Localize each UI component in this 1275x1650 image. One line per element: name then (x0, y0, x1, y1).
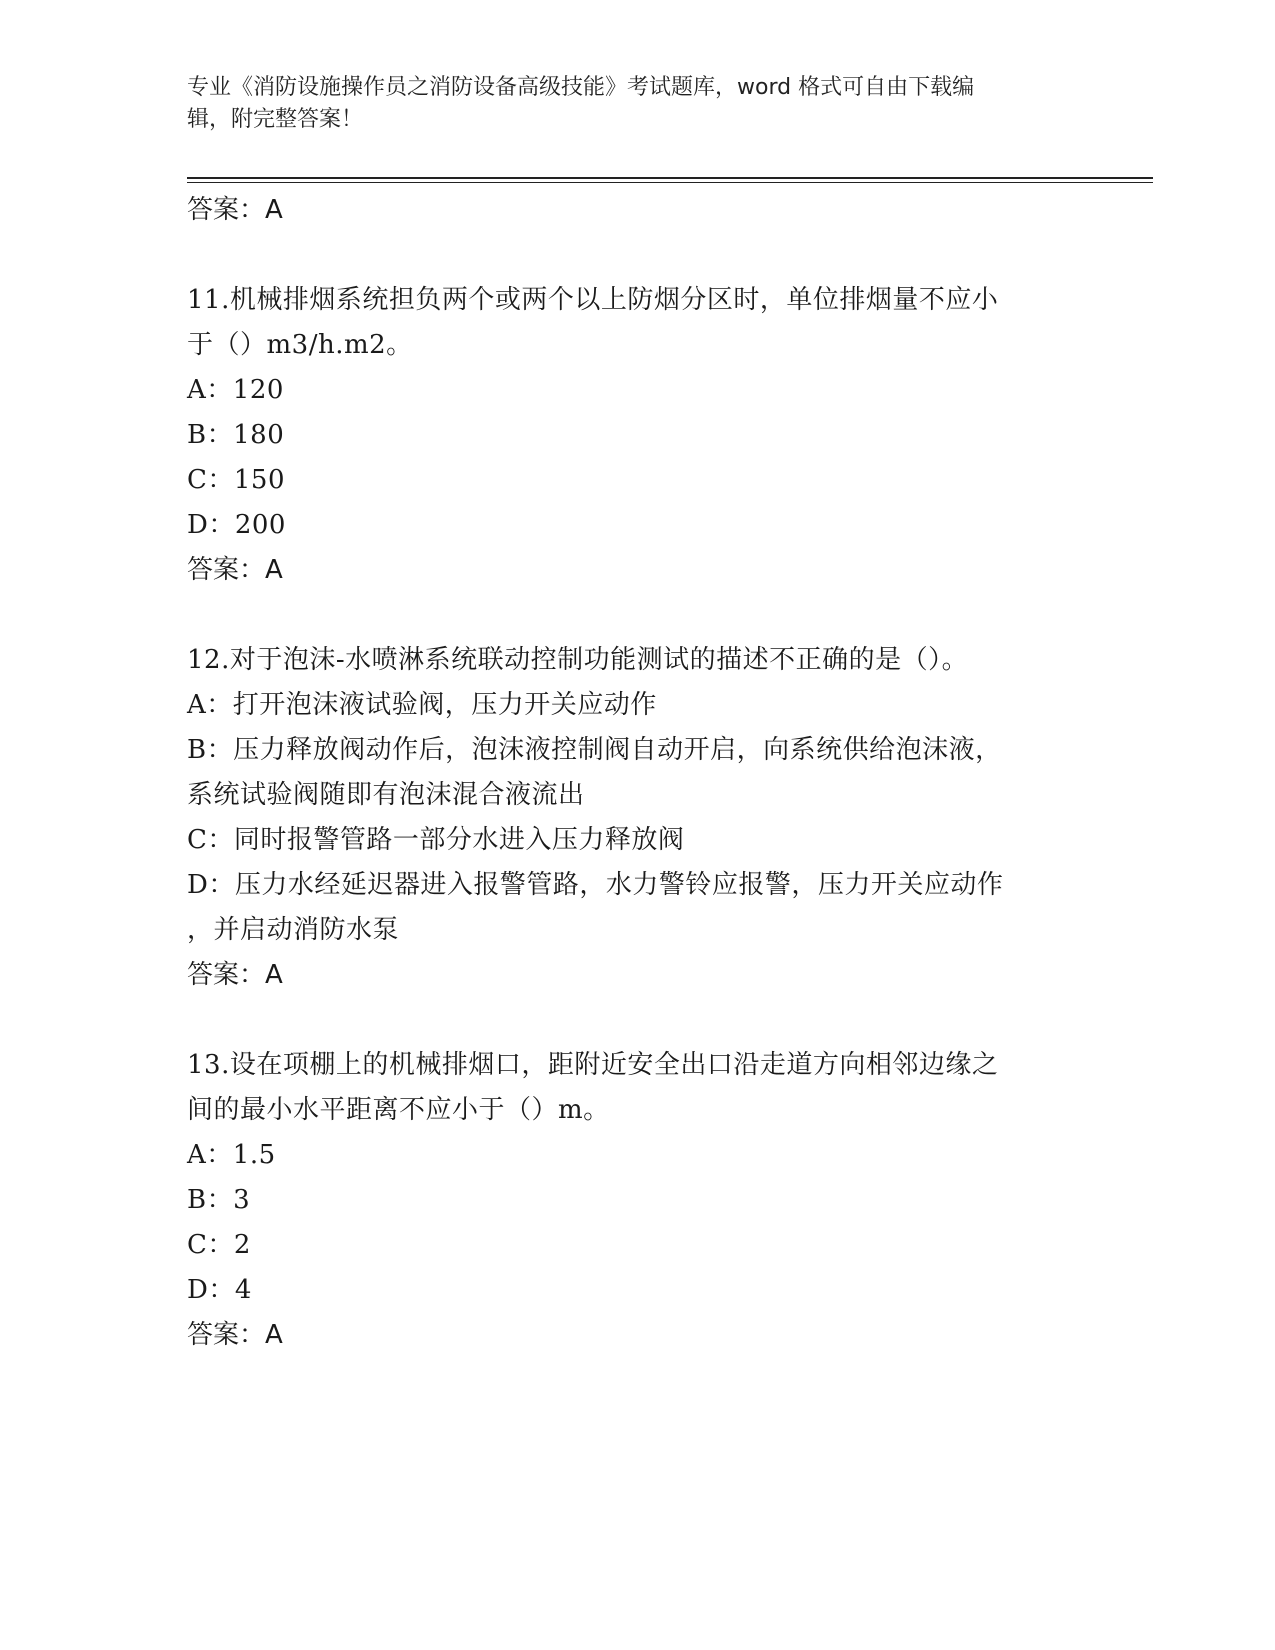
option-a: A：1.5 (187, 1140, 276, 1170)
header-line-2: 辑，附完整答案！ (187, 107, 364, 132)
option-a: A：打开泡沫液试验阀，压力开关应动作 (187, 690, 657, 720)
option-d-continued: ，并启动消防水泵 (187, 915, 400, 945)
option-d: D：200 (187, 510, 286, 540)
document-header (187, 72, 1087, 136)
answer: 答案：A (187, 555, 283, 585)
header-line-1: 专业《消防设施操作员之消防设备高级技能》考试题库，word 格式可自由下载编 (187, 75, 975, 100)
option-a: A：120 (187, 375, 284, 405)
question-12 (187, 638, 1087, 998)
header-divider-thick (187, 177, 1153, 179)
option-b-continued: 系统试验阀随即有泡沫混合液流出 (187, 780, 585, 810)
option-c: C：150 (187, 465, 286, 495)
question-stem: 于（）m3/h.m2。 (187, 330, 413, 360)
previous-answer: 答案：A (187, 195, 283, 225)
question-stem: 间的最小水平距离不应小于（）m。 (187, 1095, 610, 1125)
question-list (187, 188, 1087, 1358)
option-d: D：压力水经延迟器进入报警管路，水力警铃应报警，压力开关应动作 (187, 870, 1004, 900)
question-13 (187, 1043, 1087, 1358)
answer: 答案：A (187, 1320, 283, 1350)
question-stem: 13.设在项棚上的机械排烟口，距附近安全出口沿走道方向相邻边缘之 (187, 1050, 999, 1080)
header-divider-thin (187, 182, 1153, 183)
option-c: C：同时报警管路一部分水进入压力释放阀 (187, 825, 685, 855)
option-b: B：压力释放阀动作后，泡沫液控制阀自动开启，向系统供给泡沫液， (187, 735, 1002, 765)
option-b: B：180 (187, 420, 285, 450)
option-d: D：4 (187, 1275, 252, 1305)
option-b: B：3 (187, 1185, 251, 1215)
option-c: C：2 (187, 1230, 251, 1260)
question-stem: 11.机械排烟系统担负两个或两个以上防烟分区时，单位排烟量不应小 (187, 285, 999, 315)
answer: 答案：A (187, 960, 283, 990)
question-stem: 12.对于泡沫-水喷淋系统联动控制功能测试的描述不正确的是（）。 (187, 645, 969, 675)
question-11 (187, 278, 1087, 593)
